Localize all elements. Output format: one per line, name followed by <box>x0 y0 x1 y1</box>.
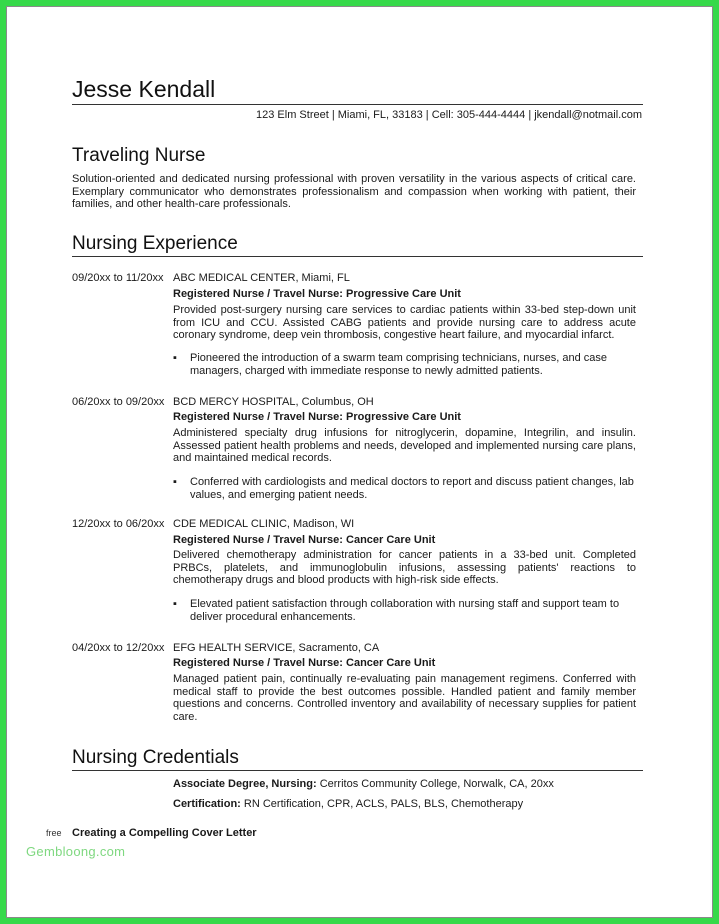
candidate-name: Jesse Kendall <box>72 76 216 102</box>
job-employer: BCD MERCY HOSPITAL, Columbus, OH <box>173 396 374 408</box>
bullet-icon: ▪ <box>173 598 177 610</box>
watermark: Gembloong.com <box>26 844 126 859</box>
job-description: Managed patient pain, continually re-evaluating pain management regimens. Conferred with medical staff to provide the best outcomes possible. Handled patient and family member questions and concerns. Controlled inventory and availability of necessary supplies for patient care. <box>173 673 636 723</box>
job-employer: EFG HEALTH SERVICE, Sacramento, CA <box>173 642 380 654</box>
cert-label: Certification: <box>173 798 241 810</box>
job-bullet-text: Pioneered the introduction of a swarm team comprising technicians, nurses, and case managers, charged with immediate response to newly admitted patients. <box>190 352 607 377</box>
job-description: Administered specialty drug infusions for nitroglycerin, dopamine, Integrilin, and insulin. Assessed patient health problems and needs, developed and implemented nursing care plans, and maintained medical records. <box>173 427 636 464</box>
bullet-icon: ▪ <box>173 476 177 488</box>
job-employer: CDE MEDICAL CLINIC, Madison, WI <box>173 518 355 530</box>
cover-letter-link[interactable]: Creating a Compelling Cover Letter <box>72 827 257 839</box>
header-divider <box>72 104 643 105</box>
credentials-divider <box>72 770 643 771</box>
credential-degree <box>173 778 554 790</box>
job-dates: 12/20xx to 06/20xx <box>72 518 165 530</box>
job-bullet <box>173 476 636 501</box>
job-employer: ABC MEDICAL CENTER, Miami, FL <box>173 272 350 284</box>
job-dates: 06/20xx to 09/20xx <box>72 396 165 408</box>
job-bullet-text: Conferred with cardiologists and medical doctors to report and discuss patient changes, lab values, and emerging patient needs. <box>190 476 634 501</box>
job-role: Registered Nurse / Travel Nurse: Progressive Care Unit <box>173 411 461 423</box>
job-bullet-text: Elevated patient satisfaction through collaboration with nursing staff and support team to deliver procedural enhancements. <box>190 598 620 623</box>
job-role: Registered Nurse / Travel Nurse: Cancer Care Unit <box>173 534 436 546</box>
credential-certification <box>173 798 523 810</box>
bullet-icon: ▪ <box>173 352 177 364</box>
credentials-heading: Nursing Credentials <box>72 747 239 768</box>
objective-title: Traveling Nurse <box>72 145 206 166</box>
experience-divider <box>72 256 643 257</box>
objective-text: Solution-oriented and dedicated nursing professional with proven versatility in the various aspects of critical care. Exemplary communicator who demonstrates professionalism and compassion when working with patient, their families, and other health-care professionals. <box>72 173 636 210</box>
job-bullet <box>173 598 636 623</box>
job-dates: 04/20xx to 12/20xx <box>72 642 165 654</box>
free-label: free <box>46 828 62 838</box>
degree-value: Cerritos Community College, Norwalk, CA, 20xx <box>316 778 554 790</box>
job-bullet <box>173 352 636 377</box>
contact-line: 123 Elm Street | Miami, FL, 33183 | Cell: 305-444-4444 | jkendall@notmail.com <box>256 109 642 121</box>
job-description: Provided post-surgery nursing care services to cardiac patients within 33-bed step-down unit from ICU and CCU. Assisted CABG patients and provide nursing care to address acute coronary syndrome, deep vein thrombosis, congestive heart failure, and myocardial infarct. <box>173 304 636 341</box>
degree-label: Associate Degree, Nursing: <box>173 778 317 790</box>
cert-value: RN Certification, CPR, ACLS, PALS, BLS, Chemotherapy <box>240 798 524 810</box>
job-description: Delivered chemotherapy administration for cancer patients in a 33-bed unit. Completed PRBCs, platelets, and immunoglobulin infusions, assessing patients' reactions to chemotherapy drugs and blood products with high-risk side effects. <box>173 549 636 586</box>
job-role: Registered Nurse / Travel Nurse: Cancer Care Unit <box>173 657 436 669</box>
experience-heading: Nursing Experience <box>72 233 238 254</box>
job-role: Registered Nurse / Travel Nurse: Progressive Care Unit <box>173 288 461 300</box>
job-dates: 09/20xx to 11/20xx <box>72 272 164 284</box>
